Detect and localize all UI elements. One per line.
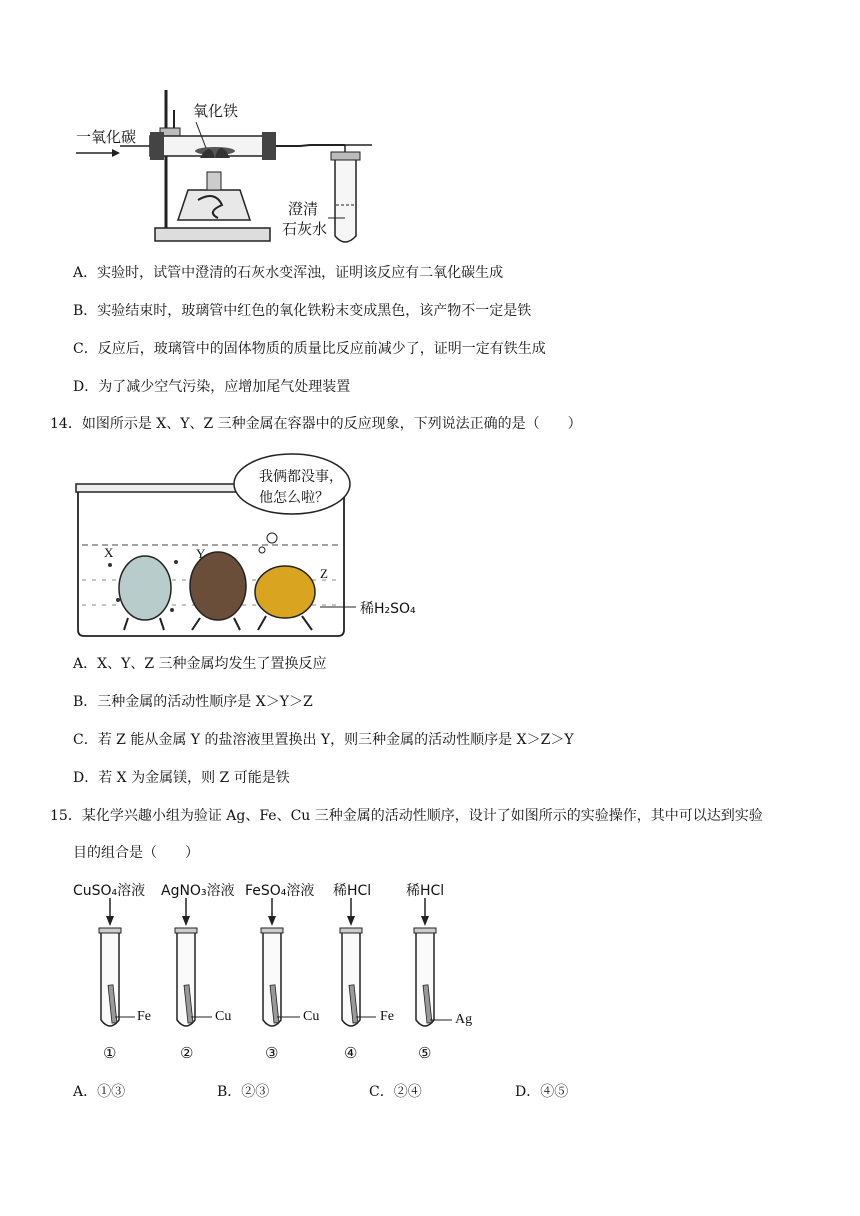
q14-stem: 14．如图所示是 X、Y、Z 三种金属在容器中的反应现象，下列说法正确的是（ ） bbox=[50, 416, 582, 432]
test-tube-2 bbox=[175, 898, 212, 1026]
co-label: 一氧化碳 bbox=[76, 128, 137, 146]
tube-3-reagent: FeSO₄溶液 bbox=[245, 883, 315, 899]
test-tube-5 bbox=[414, 898, 452, 1026]
q14-option-c: C．若 Z 能从金属 Y 的盐溶液里置换出 Y，则三种金属的活动性顺序是 X＞Z＞Y bbox=[73, 732, 574, 748]
tube-1-number: ① bbox=[103, 1046, 117, 1062]
acid-label: 稀H₂SO₄ bbox=[360, 601, 416, 617]
tube-4-reagent: 稀HCl bbox=[333, 883, 372, 899]
metal-y-label: Y bbox=[196, 546, 206, 561]
tube-5-metal: Ag bbox=[455, 1012, 473, 1027]
tube-4-metal: Fe bbox=[380, 1009, 394, 1024]
q14-drawing bbox=[0, 440, 860, 640]
metal-z-label: Z bbox=[320, 566, 328, 581]
q15-option-d: D．④⑤ bbox=[515, 1084, 569, 1100]
fe2o3-label: 氧化铁 bbox=[193, 102, 239, 120]
thought-bubble-line2: 他怎么啦？ bbox=[259, 490, 329, 506]
tube-3-number: ③ bbox=[265, 1046, 279, 1062]
tube-2-metal: Cu bbox=[215, 1009, 232, 1024]
limewater-label-1: 澄清 bbox=[288, 200, 319, 218]
q15-stem-line1: 15．某化学兴趣小组为验证 Ag、Fe、Cu 三种金属的活动性顺序，设计了如图所示的实验操作，其中可以达到实验 bbox=[50, 808, 763, 824]
tube-1-reagent: CuSO₄溶液 bbox=[73, 883, 146, 899]
thought-bubble-line1: 我俩都没事， bbox=[259, 469, 343, 485]
tube-4-number: ④ bbox=[344, 1046, 358, 1062]
q13-option-b: B．实验结束时，玻璃管中红色的氧化铁粉末变成黑色，该产物不一定是铁 bbox=[73, 303, 532, 319]
test-tube-3 bbox=[261, 898, 300, 1026]
q14-option-d: D．若 X 为金属镁，则 Z 可能是铁 bbox=[73, 770, 290, 786]
tube-5-reagent: 稀HCl bbox=[406, 883, 445, 899]
q15-option-b: B．②③ bbox=[217, 1084, 270, 1100]
q15-option-a: A．①③ bbox=[73, 1084, 126, 1100]
q13-apparatus-drawing bbox=[0, 0, 860, 250]
tube-1-metal: Fe bbox=[137, 1009, 151, 1024]
q15-option-c: C．②④ bbox=[369, 1084, 422, 1100]
tube-2-reagent: AgNO₃溶液 bbox=[161, 883, 235, 899]
limewater-label-2: 石灰水 bbox=[282, 220, 328, 238]
test-tube-4 bbox=[340, 898, 376, 1026]
q14-option-b: B．三种金属的活动性顺序是 X＞Y＞Z bbox=[73, 694, 313, 710]
q13-option-a: A．实验时，试管中澄清的石灰水变浑浊，证明该反应有二氧化碳生成 bbox=[73, 265, 504, 281]
q13-option-d: D．为了减少空气污染，应增加尾气处理装置 bbox=[73, 379, 351, 395]
tube-3-metal: Cu bbox=[303, 1009, 320, 1024]
q14-option-a: A．X、Y、Z 三种金属均发生了置换反应 bbox=[73, 656, 327, 672]
metal-x-label: X bbox=[104, 545, 114, 560]
tube-5-number: ⑤ bbox=[418, 1046, 432, 1062]
q13-option-c: C．反应后，玻璃管中的固体物质的质量比反应前减少了，证明一定有铁生成 bbox=[73, 341, 546, 357]
tube-2-number: ② bbox=[180, 1046, 194, 1062]
q15-stem-line2: 目的组合是（ ） bbox=[73, 845, 199, 861]
test-tube-1 bbox=[99, 898, 135, 1026]
